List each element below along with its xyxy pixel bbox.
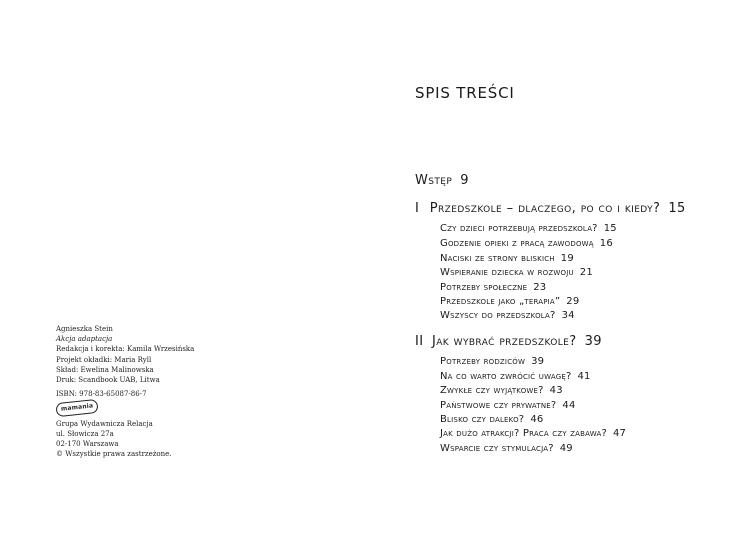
section-page: 16 <box>599 238 613 249</box>
section-page: 39 <box>531 356 545 367</box>
publisher-name: Grupa Wydawnicza Relacja <box>56 419 153 428</box>
chapter-page: 15 <box>668 201 686 216</box>
chapter-number: II <box>415 334 424 349</box>
section-label: Wszyscy do przedszkola? <box>440 310 556 321</box>
section-label: Przedszkole jako „terapia” <box>440 296 561 307</box>
section-page: 29 <box>566 296 580 307</box>
publisher-city: 02-170 Warszawa <box>56 440 119 449</box>
print-credit: Druk: Scandbook UAB, Litwa <box>56 376 160 385</box>
toc-section[interactable] <box>440 310 575 321</box>
toc-entry-label: Wstęp <box>415 173 453 188</box>
editing-credit: Redakcja i korekta: Kamila Wrzesińska <box>56 345 195 354</box>
isbn: ISBN: 978-83-65087-86-7 <box>56 390 147 399</box>
section-label: Potrzeby rodziców <box>440 356 526 367</box>
section-page: 23 <box>533 282 547 293</box>
toc-section[interactable] <box>440 443 573 454</box>
section-page: 15 <box>603 223 617 234</box>
chapter-number: I <box>415 201 420 216</box>
toc-section[interactable] <box>440 296 579 307</box>
section-label: Naciski ze strony bliskich <box>440 253 555 264</box>
author: Agnieszka Stein <box>56 325 113 333</box>
toc-entry-page: 9 <box>460 173 469 188</box>
toc-section[interactable] <box>440 371 591 382</box>
toc-section[interactable] <box>440 428 626 439</box>
section-label: Wsparcie czy stymulacja? <box>440 443 554 454</box>
section-page: 21 <box>579 267 593 278</box>
section-label: Blisko czy daleko? <box>440 414 525 425</box>
section-page: 47 <box>613 428 627 439</box>
section-label: Jak dużo atrakcji? Praca czy zabawa? <box>440 428 607 439</box>
toc-section[interactable] <box>440 400 576 411</box>
toc-section[interactable] <box>440 282 546 293</box>
toc-chapter-1[interactable] <box>415 201 686 216</box>
chapter-label: Jak wybrać przedszkole? <box>432 334 577 349</box>
toc-section[interactable] <box>440 356 544 367</box>
imprint <box>56 324 236 459</box>
section-page: 34 <box>561 310 575 321</box>
section-label: Godzenie opieki z pracą zawodową <box>440 238 594 249</box>
section-label: Czy dzieci potrzebują przedszkola? <box>440 223 598 234</box>
toc-section[interactable] <box>440 414 543 425</box>
toc-entry-intro[interactable] <box>415 173 469 188</box>
publisher-street: ul. Słowicza 27a <box>56 429 114 438</box>
section-label: Zwykłe czy wyjątkowe? <box>440 385 544 396</box>
section-label: Potrzeby społeczne <box>440 282 528 293</box>
typesetting-credit: Skład: Ewelina Malinowska <box>56 365 154 374</box>
section-page: 44 <box>562 400 576 411</box>
section-page: 46 <box>530 414 544 425</box>
toc-title: SPIS TREŚCI <box>415 84 515 102</box>
toc-chapter-2[interactable] <box>415 334 602 349</box>
toc-section[interactable] <box>440 223 617 234</box>
cover-credit: Projekt okładki: Maria Ryll <box>56 355 152 364</box>
publisher-logo: mamania <box>55 399 99 418</box>
section-page: 49 <box>559 443 573 454</box>
section-label: Na co warto zwrócić uwagę? <box>440 371 572 382</box>
chapter-page: 39 <box>584 334 602 349</box>
toc-section[interactable] <box>440 385 563 396</box>
toc-section[interactable] <box>440 238 613 249</box>
section-label: Państwowe czy prywatne? <box>440 400 557 411</box>
toc-section[interactable] <box>440 253 574 264</box>
book-title: Akcja adaptacja <box>56 335 113 344</box>
toc-section[interactable] <box>440 267 593 278</box>
section-page: 43 <box>549 385 563 396</box>
chapter-label: Przedszkole – dlaczego, po co i kiedy? <box>429 201 661 216</box>
section-page: 19 <box>560 253 574 264</box>
rights-notice: © Wszystkie prawa zastrzeżone. <box>56 450 172 459</box>
section-label: Wspieranie dziecka w rozwoju <box>440 267 574 278</box>
section-page: 41 <box>577 371 591 382</box>
